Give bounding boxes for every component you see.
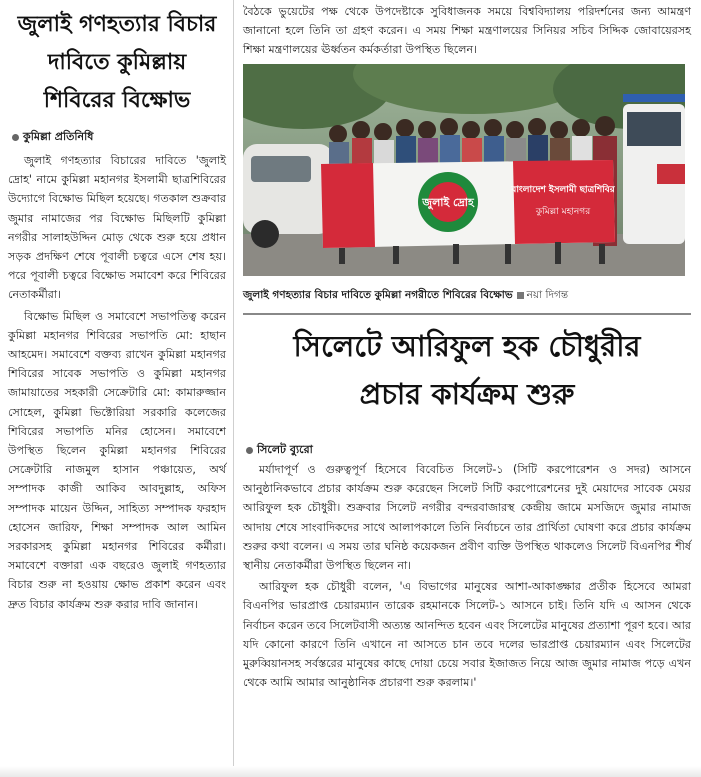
banner-city: কুমিল্লা মহানগর (535, 207, 591, 217)
page-bottom-edge (0, 766, 701, 777)
left-headline-line: শিবিরের বিক্ষোভ (43, 88, 191, 113)
continued-paragraph: বৈঠকে ভুয়েটের পক্ষ থেকে উপদেষ্টাকে সুবিধাজনক সময়ে বিশ্ববিদ্যালয় পরিদর্শনের জন্য আমন্ত্রণ জানানো হলে তিনি তা গ্রহণ করেন। এ সময় শিক্ষা মন্ত্রণালয়ের সিনিয়র সচিব সিদ্দিক জোবায়েরসহ শিক্ষা মন্ত্রণালয়ের ঊর্ধ্বতন কর্মকর্তারা উপস্থিত ছিলেন। (243, 5, 691, 56)
photo-caption-text: জুলাই গণহত্যার বিচার দাবিতে কুমিল্লা নগরীতে শিবিরের বিক্ষোভ (243, 289, 513, 301)
left-paragraph: জুলাই গণহত্যার বিচারের দাবিতে 'জুলাই দ্রোহ' নামে কুমিল্লা মহানগর ইসলামী ছাত্রশিবিরের উদ্যোগে বিক্ষোভ মিছিল হয়েছে। গতকাল শুক্রবার জুমার নামাজের পর বিক্ষোভ মিছিলটি কুমিল্লা নগরীর সালাহউদ্দিন মোড় থেকে শুরু হয়ে প্রধান সড়ক প্রদক্ষিণ শেষে পূবালী চত্বরে এসে শেষ হয়। পরে পূবালী চত্বরে বিক্ষোভ সমাবেশ করে শিবিরের নেতাকর্মীরা। (8, 154, 226, 302)
bullet-icon (246, 447, 253, 454)
rally-photo-illustration (243, 64, 685, 276)
main-byline-text: সিলেট ব্যুরো (257, 443, 313, 456)
left-headline (8, 6, 226, 120)
main-headline-line: প্রচার কার্যক্রম শুরু (359, 377, 575, 411)
left-headline-line: দাবিতে কুমিল্লায় (47, 50, 187, 75)
main-article-body (243, 460, 691, 694)
left-headline-line: জুলাই গণহত্যার বিচার (17, 12, 217, 37)
continued-text (243, 2, 691, 59)
main-paragraph: মর্যাদাপূর্ণ ও গুরুত্বপূর্ণ হিসেবে বিবেচিত সিলেট-১ (সিটি করপোরেশন ও সদর) আসনে আনুষ্ঠানিকভাবে প্রচার কার্যক্রম শুরু করেছেন সিলেট সিটি করপোরেশনের দুই মেয়াদের সাবেক মেয়র আরিফুল হক চৌধুরী। শুক্রবার সিলেট নগরীর বন্দরবাজারস্থ কেন্দ্রীয় জামে মসজিদে জুমার নামাজ আদায় শেষে সাংবাদিকদের সাথে আলাপকালে তিনি নির্বাচনে তার প্রার্থিতা ঘোষণা করে প্রচার কার্যক্রম শুরুর কথা বলেন। এ সময় তার ঘনিষ্ঠ কয়েকজন প্রবীণ ব্যক্তি উপস্থিত থাকলেও সিলেট বিএনপির শীর্ষ স্থানীয় নেতাকর্মীরা উপস্থিত ছিলেন না। (243, 463, 691, 573)
section-divider (243, 313, 691, 315)
square-bullet-icon (517, 292, 524, 299)
left-byline (12, 128, 226, 147)
main-headline-line: সিলেটে আরিফুল হক চৌধুরীর (293, 329, 641, 363)
rally-photo (243, 64, 685, 276)
main-byline (246, 441, 313, 460)
main-paragraph: আরিফুল হক চৌধুরী বলেন, 'এ বিভাগের মানুষের আশা-আকাঙ্ক্ষার প্রতীক হিসেবে আমরা বিএনপির ভারপ্রাপ্ত চেয়ারম্যান তারেক রহমানকে সিলেট-১ আসনে চাই। তিনি যদি এ আসন থেকে নির্বাচন করেন তবে সিলেটবাসী অত্যন্ত আনন্দিত হবেন এবং সিলেটের মানুষের প্রত্যাশা পূরণ হবে। আর যদি কোনো কারণে তিনি এখানে না আসতে চান তবে দলের ভারপ্রাপ্ত চেয়ারম্যান এবং সিলেটের মুরুব্বিয়ানসহ সর্বস্তরের মানুষের কাছে দোয়া চেয়ে সবার ইজাজত নিয়ে আজ জুমার নামাজ পড়ে এখন থেকে আমি আমার আনুষ্ঠানিক প্রচারণা শুরু করলাম।' (243, 580, 691, 690)
left-body (8, 151, 226, 614)
left-paragraph: বিক্ষোভ মিছিল ও সমাবেশে সভাপতিত্ব করেন কুমিল্লা মহানগর শিবিরের সভাপতি মো: হাছান আহমেদ। সমাবেশে বক্তব্য রাখেন কুমিল্লা মহানগর শিবিরের সাবেক সভাপতি ও কুমিল্লা মহানগর জামায়াতের সহকারী সেক্রেটারি মো: কামারুজ্জান সোহেল, কুমিল্লা ভিক্টোরিয়া সরকারি কলেজের শিবিরের সভাপতি মনির হোসেন। সমাবেশে উপস্থিত ছিলেন কুমিল্লা মহানগর শিবিরের সেক্রেটারি নাজমুল হাসান পঞ্চায়েত, অর্থ সম্পাদক কাজী আকিব আবদুল্লাহ, অফিস সম্পাদক মায়েন উদ্দিন, সাহিত্য সম্পাদক ফরহাদ হোসেন জারিফ, শিক্ষা সম্পাদক আল আমিন সরকারসহ কুমিল্লা মহানগর শিবিরের কর্মীরা। সমাবেশে বক্তারা এক বছরেও জুলাই গণহত্যার বিচার শুরু না হওয়ায় ক্ষোভ প্রকাশ করেন এবং দ্রুত বিচার কার্যক্রম শুরু করার দাবি জানান। (8, 309, 226, 611)
main-headline (243, 322, 691, 418)
photo-source: নয়া দিগন্ত (526, 289, 569, 301)
bullet-icon (12, 134, 19, 141)
left-byline-text: কুমিল্লা প্রতিনিধি (23, 130, 94, 143)
banner-title: জুলাই দ্রোহ (422, 196, 474, 209)
left-article (8, 6, 226, 616)
column-divider (233, 0, 234, 777)
photo-caption (243, 286, 691, 304)
banner-org: বাংলাদেশ ইসলামী ছাত্রশিবির (511, 185, 615, 195)
